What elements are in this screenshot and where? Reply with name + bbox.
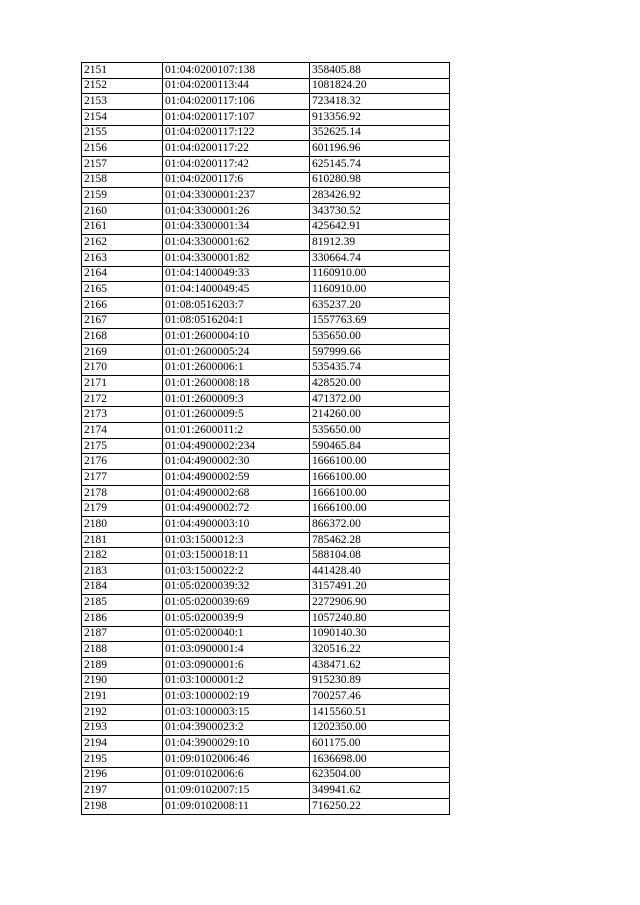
- cadastral-number-cell: 01:04:0200117:42: [163, 156, 310, 172]
- row-number-cell: 2154: [82, 109, 163, 125]
- cadastral-number-cell: 01:01:2600005:24: [163, 344, 310, 360]
- cadastral-number-cell: 01:03:1500018:11: [163, 548, 310, 564]
- data-table: [81, 62, 450, 815]
- table-row: [82, 203, 450, 219]
- row-number-cell: 2155: [82, 125, 163, 141]
- row-number-cell: 2183: [82, 564, 163, 580]
- cadastral-number-cell: 01:01:2600009:5: [163, 407, 310, 423]
- cadastral-number-cell: 01:09:0102006:6: [163, 767, 310, 783]
- table-row: [82, 329, 450, 345]
- row-number-cell: 2194: [82, 736, 163, 752]
- row-number-cell: 2165: [82, 282, 163, 298]
- value-cell: 1666100.00: [310, 470, 450, 486]
- row-number-cell: 2190: [82, 673, 163, 689]
- cadastral-number-cell: 01:03:1500022:2: [163, 564, 310, 580]
- value-cell: 597999.66: [310, 344, 450, 360]
- cadastral-number-cell: 01:05:0200039:32: [163, 579, 310, 595]
- table-row: [82, 266, 450, 282]
- cadastral-number-cell: 01:04:4900002:59: [163, 470, 310, 486]
- cadastral-number-cell: 01:05:0200039:9: [163, 610, 310, 626]
- table-row: [82, 751, 450, 767]
- table-row: [82, 689, 450, 705]
- cadastral-number-cell: 01:01:2600004:10: [163, 329, 310, 345]
- value-cell: 913356.92: [310, 109, 450, 125]
- cadastral-number-cell: 01:03:1000001:2: [163, 673, 310, 689]
- row-number-cell: 2161: [82, 219, 163, 235]
- row-number-cell: 2169: [82, 344, 163, 360]
- value-cell: 915230.89: [310, 673, 450, 689]
- value-cell: 601175.00: [310, 736, 450, 752]
- table-row: [82, 282, 450, 298]
- cadastral-number-cell: 01:04:3300001:82: [163, 250, 310, 266]
- value-cell: 623504.00: [310, 767, 450, 783]
- row-number-cell: 2185: [82, 595, 163, 611]
- table-row: [82, 188, 450, 204]
- row-number-cell: 2195: [82, 751, 163, 767]
- table-row: [82, 548, 450, 564]
- table-row: [82, 532, 450, 548]
- cadastral-number-cell: 01:01:2600006:1: [163, 360, 310, 376]
- cadastral-number-cell: 01:04:3900029:10: [163, 736, 310, 752]
- table-row: [82, 78, 450, 94]
- value-cell: 635237.20: [310, 297, 450, 313]
- cadastral-number-cell: 01:04:4900002:68: [163, 485, 310, 501]
- value-cell: 358405.88: [310, 63, 450, 79]
- table-row: [82, 642, 450, 658]
- value-cell: 1090140.30: [310, 626, 450, 642]
- value-cell: 1636698.00: [310, 751, 450, 767]
- row-number-cell: 2163: [82, 250, 163, 266]
- value-cell: 320516.22: [310, 642, 450, 658]
- cadastral-number-cell: 01:04:4900003:10: [163, 517, 310, 533]
- value-cell: 438471.62: [310, 657, 450, 673]
- cadastral-number-cell: 01:05:0200040:1: [163, 626, 310, 642]
- value-cell: 1202350.00: [310, 720, 450, 736]
- row-number-cell: 2153: [82, 94, 163, 110]
- cadastral-number-cell: 01:04:0200117:107: [163, 109, 310, 125]
- cadastral-number-cell: 01:01:2600008:18: [163, 376, 310, 392]
- cadastral-number-cell: 01:08:0516204:1: [163, 313, 310, 329]
- value-cell: 723418.32: [310, 94, 450, 110]
- value-cell: 1160910.00: [310, 282, 450, 298]
- table-row: [82, 783, 450, 799]
- table-row: [82, 657, 450, 673]
- table-row: [82, 767, 450, 783]
- cadastral-number-cell: 01:04:0200117:22: [163, 141, 310, 157]
- table-row: [82, 250, 450, 266]
- cadastral-number-cell: 01:04:0200113:44: [163, 78, 310, 94]
- row-number-cell: 2172: [82, 391, 163, 407]
- cadastral-number-cell: 01:03:1000002:19: [163, 689, 310, 705]
- value-cell: 471372.00: [310, 391, 450, 407]
- row-number-cell: 2151: [82, 63, 163, 79]
- row-number-cell: 2186: [82, 610, 163, 626]
- row-number-cell: 2157: [82, 156, 163, 172]
- value-cell: 1081824.20: [310, 78, 450, 94]
- row-number-cell: 2179: [82, 501, 163, 517]
- value-cell: 330664.74: [310, 250, 450, 266]
- value-cell: 535650.00: [310, 329, 450, 345]
- row-number-cell: 2160: [82, 203, 163, 219]
- cadastral-number-cell: 01:04:4900002:234: [163, 438, 310, 454]
- table-row: [82, 454, 450, 470]
- table-row: [82, 704, 450, 720]
- table-row: [82, 736, 450, 752]
- table-row: [82, 673, 450, 689]
- row-number-cell: 2173: [82, 407, 163, 423]
- table-row: [82, 172, 450, 188]
- value-cell: 283426.92: [310, 188, 450, 204]
- table-row: [82, 125, 450, 141]
- cadastral-number-cell: 01:04:4900002:72: [163, 501, 310, 517]
- row-number-cell: 2156: [82, 141, 163, 157]
- value-cell: 81912.39: [310, 235, 450, 251]
- value-cell: 785462.28: [310, 532, 450, 548]
- cadastral-number-cell: 01:03:0900001:4: [163, 642, 310, 658]
- table-row: [82, 798, 450, 814]
- row-number-cell: 2182: [82, 548, 163, 564]
- value-cell: 349941.62: [310, 783, 450, 799]
- value-cell: 1557763.69: [310, 313, 450, 329]
- value-cell: 441428.40: [310, 564, 450, 580]
- cadastral-number-cell: 01:09:0102008:11: [163, 798, 310, 814]
- row-number-cell: 2189: [82, 657, 163, 673]
- table-row: [82, 376, 450, 392]
- value-cell: 214260.00: [310, 407, 450, 423]
- value-cell: 343730.52: [310, 203, 450, 219]
- row-number-cell: 2193: [82, 720, 163, 736]
- table-row: [82, 595, 450, 611]
- cadastral-number-cell: 01:09:0102006:46: [163, 751, 310, 767]
- row-number-cell: 2187: [82, 626, 163, 642]
- row-number-cell: 2159: [82, 188, 163, 204]
- table-row: [82, 438, 450, 454]
- value-cell: 425642.91: [310, 219, 450, 235]
- table-row: [82, 579, 450, 595]
- value-cell: 535435.74: [310, 360, 450, 376]
- value-cell: 3157491.20: [310, 579, 450, 595]
- table-row: [82, 360, 450, 376]
- table-row: [82, 109, 450, 125]
- row-number-cell: 2191: [82, 689, 163, 705]
- cadastral-number-cell: 01:04:3300001:34: [163, 219, 310, 235]
- value-cell: 1160910.00: [310, 266, 450, 282]
- row-number-cell: 2162: [82, 235, 163, 251]
- row-number-cell: 2164: [82, 266, 163, 282]
- cadastral-number-cell: 01:04:0200117:106: [163, 94, 310, 110]
- value-cell: 866372.00: [310, 517, 450, 533]
- row-number-cell: 2171: [82, 376, 163, 392]
- row-number-cell: 2184: [82, 579, 163, 595]
- cadastral-number-cell: 01:04:0200117:122: [163, 125, 310, 141]
- row-number-cell: 2176: [82, 454, 163, 470]
- value-cell: 1666100.00: [310, 485, 450, 501]
- row-number-cell: 2178: [82, 485, 163, 501]
- table-row: [82, 610, 450, 626]
- value-cell: 1057240.80: [310, 610, 450, 626]
- cadastral-number-cell: 01:03:1500012:3: [163, 532, 310, 548]
- table-row: [82, 720, 450, 736]
- value-cell: 590465.84: [310, 438, 450, 454]
- row-number-cell: 2174: [82, 423, 163, 439]
- cadastral-number-cell: 01:03:1000003:15: [163, 704, 310, 720]
- table-row: [82, 407, 450, 423]
- value-cell: 700257.46: [310, 689, 450, 705]
- value-cell: 1415560.51: [310, 704, 450, 720]
- row-number-cell: 2198: [82, 798, 163, 814]
- cadastral-number-cell: 01:04:1400049:33: [163, 266, 310, 282]
- cadastral-number-cell: 01:09:0102007:15: [163, 783, 310, 799]
- row-number-cell: 2181: [82, 532, 163, 548]
- value-cell: 625145.74: [310, 156, 450, 172]
- row-number-cell: 2188: [82, 642, 163, 658]
- table-row: [82, 344, 450, 360]
- row-number-cell: 2170: [82, 360, 163, 376]
- row-number-cell: 2166: [82, 297, 163, 313]
- value-cell: 2272906.90: [310, 595, 450, 611]
- row-number-cell: 2158: [82, 172, 163, 188]
- cadastral-number-cell: 01:04:4900002:30: [163, 454, 310, 470]
- table-row: [82, 423, 450, 439]
- row-number-cell: 2168: [82, 329, 163, 345]
- row-number-cell: 2167: [82, 313, 163, 329]
- cadastral-number-cell: 01:05:0200039:69: [163, 595, 310, 611]
- cadastral-number-cell: 01:03:0900001:6: [163, 657, 310, 673]
- table-row: [82, 235, 450, 251]
- value-cell: 716250.22: [310, 798, 450, 814]
- table-row: [82, 517, 450, 533]
- value-cell: 1666100.00: [310, 501, 450, 517]
- value-cell: 601196.96: [310, 141, 450, 157]
- cadastral-number-cell: 01:04:1400049:45: [163, 282, 310, 298]
- cadastral-number-cell: 01:04:3300001:26: [163, 203, 310, 219]
- cadastral-number-cell: 01:04:3300001:62: [163, 235, 310, 251]
- cadastral-number-cell: 01:04:3900023:2: [163, 720, 310, 736]
- table-row: [82, 313, 450, 329]
- value-cell: 352625.14: [310, 125, 450, 141]
- table-body: [82, 63, 450, 815]
- row-number-cell: 2152: [82, 78, 163, 94]
- table-row: [82, 141, 450, 157]
- table-row: [82, 626, 450, 642]
- table-row: [82, 564, 450, 580]
- table-row: [82, 219, 450, 235]
- table-row: [82, 470, 450, 486]
- cadastral-number-cell: 01:04:0200107:138: [163, 63, 310, 79]
- cadastral-number-cell: 01:01:2600011:2: [163, 423, 310, 439]
- cadastral-number-cell: 01:01:2600009:3: [163, 391, 310, 407]
- cadastral-number-cell: 01:04:3300001:237: [163, 188, 310, 204]
- table-row: [82, 94, 450, 110]
- cadastral-number-cell: 01:04:0200117:6: [163, 172, 310, 188]
- row-number-cell: 2192: [82, 704, 163, 720]
- row-number-cell: 2197: [82, 783, 163, 799]
- row-number-cell: 2180: [82, 517, 163, 533]
- row-number-cell: 2177: [82, 470, 163, 486]
- value-cell: 428520.00: [310, 376, 450, 392]
- table-row: [82, 391, 450, 407]
- table-row: [82, 501, 450, 517]
- value-cell: 1666100.00: [310, 454, 450, 470]
- table-row: [82, 156, 450, 172]
- table-row: [82, 63, 450, 79]
- table-row: [82, 485, 450, 501]
- cadastral-number-cell: 01:08:0516203:7: [163, 297, 310, 313]
- value-cell: 588104.08: [310, 548, 450, 564]
- row-number-cell: 2196: [82, 767, 163, 783]
- row-number-cell: 2175: [82, 438, 163, 454]
- value-cell: 535650.00: [310, 423, 450, 439]
- table-row: [82, 297, 450, 313]
- value-cell: 610280.98: [310, 172, 450, 188]
